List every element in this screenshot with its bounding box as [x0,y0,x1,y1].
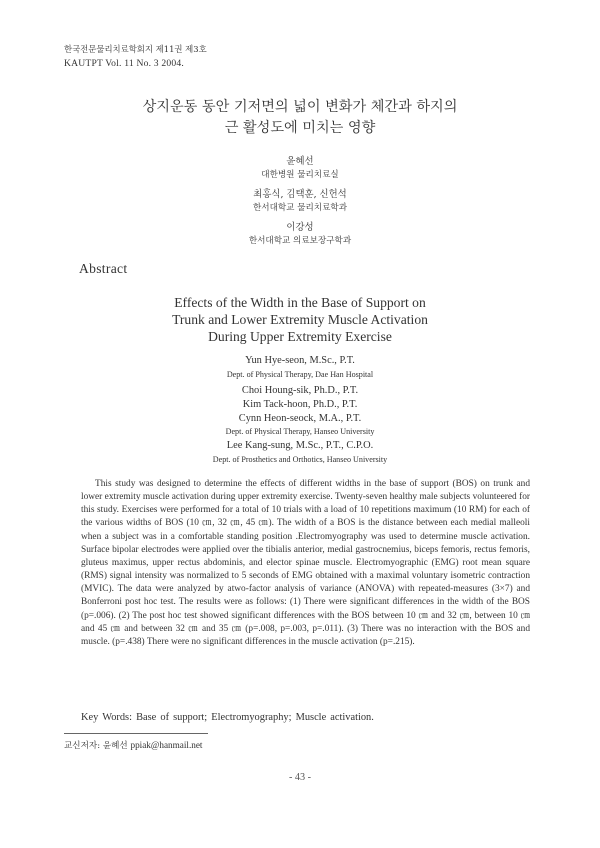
footnote-rule [64,733,208,734]
english-affiliation-3: Dept. of Prosthetics and Orthotics, Hanseo University [212,455,388,464]
korean-title-line-1: 상지운동 동안 기저면의 넓이 변화가 체간과 하지의 [142,99,458,115]
journal-header [64,42,207,71]
abstract-heading: Abstract [79,261,128,276]
english-affiliation-1: Dept. of Physical Therapy, Dae Han Hospital [226,370,374,379]
english-author-1: Yun Hye-seon, M.Sc., P.T. [245,355,355,366]
korean-author-2: 최홍식, 김택훈, 신헌석 [253,189,347,200]
english-author-5: Lee Kang-sung, M.Sc., P.T., C.P.O. [226,440,374,451]
abstract-body: This study was designed to determine the effects of different widths in the base of support (BOS) on trunk and lower extremity muscle activation during upper extremity exercise. Twenty-seven healthy male subjects volunteered for this study. Exercises were performed for a total of 10 trials with a load of 10 repetitions maximum (10 RM) for each of the various widths of BOS (10 ㎝, 32 ㎝, 45 ㎝). The width of a BOS is the distance between each medial malleoli when a subject was in a comfortable standing position .Electromyography was used to determine muscle activation. Surface bipolar electrodes were applied over the tibialis anterior, medial gastrocnemius, biceps femoris, rectus femoris, gluteus maximus, upper rectus abdominis, and elector spinae muscle. Electromyographic (EMG) root mean square (RMS) signal intensity was normalized to 5 seconds of EMG obtained with a maximal voluntary isometric contraction (MVIC). The data were analyzed by atwo-factor analysis of variance (ANOVA) with repeated-measures (3×7) and Bonferroni post hoc test. The results were as follows: (1) There were significant differences in the width of the BOS (p=.006). (2) The post hoc test showed significant differences with the BOS between 10 ㎝ and 32 ㎝, between 10 ㎝ and 45 ㎝ and between 32 ㎝ and 35 ㎝ (p=.008, p=.003, p=.011). (3) There was no interaction with the BOS and muscle. (p=.438) There were no significant differences in the muscle activation (p=.215). [81,479,530,647]
journal-header-english: KAUTPT Vol. 11 No. 3 2004. [64,57,184,69]
page-number: - 43 - [288,772,312,783]
english-title-line-2: Trunk and Lower Extremity Muscle Activation [172,312,428,327]
correspondence-email: ppiak@hanmail.net [130,740,203,750]
korean-affiliation-1: 대한병원 물리치료실 [261,170,339,180]
korean-author-1: 윤혜선 [286,156,314,167]
english-title-line-3: During Upper Extremity Exercise [208,329,392,344]
keywords: Key Words: Base of support; Electromyography; Muscle activation. [81,712,374,723]
english-author-4: Cynn Heon-seock, M.A., P.T. [238,413,362,424]
english-title-line-1: Effects of the Width in the Base of Support on [174,295,426,310]
korean-title-line-2: 근 활성도에 미치는 영향 [224,120,376,136]
korean-affiliation-2: 한서대학교 물리치료학과 [252,203,348,213]
english-author-3: Kim Tack-hoon, Ph.D., P.T. [242,399,358,410]
korean-author-3: 이강성 [286,222,314,233]
korean-affiliation-3: 한서대학교 의료보장구학과 [248,236,352,246]
correspondence-note [64,739,202,751]
english-affiliation-2: Dept. of Physical Therapy, Hanseo University [225,427,375,436]
correspondence-label: 교신저자: 윤혜선 [64,741,128,751]
english-author-2: Choi Houng-sik, Ph.D., P.T. [241,385,359,396]
journal-header-korean: 한국전문물리치료학회지 제11권 제3호 [64,44,207,54]
